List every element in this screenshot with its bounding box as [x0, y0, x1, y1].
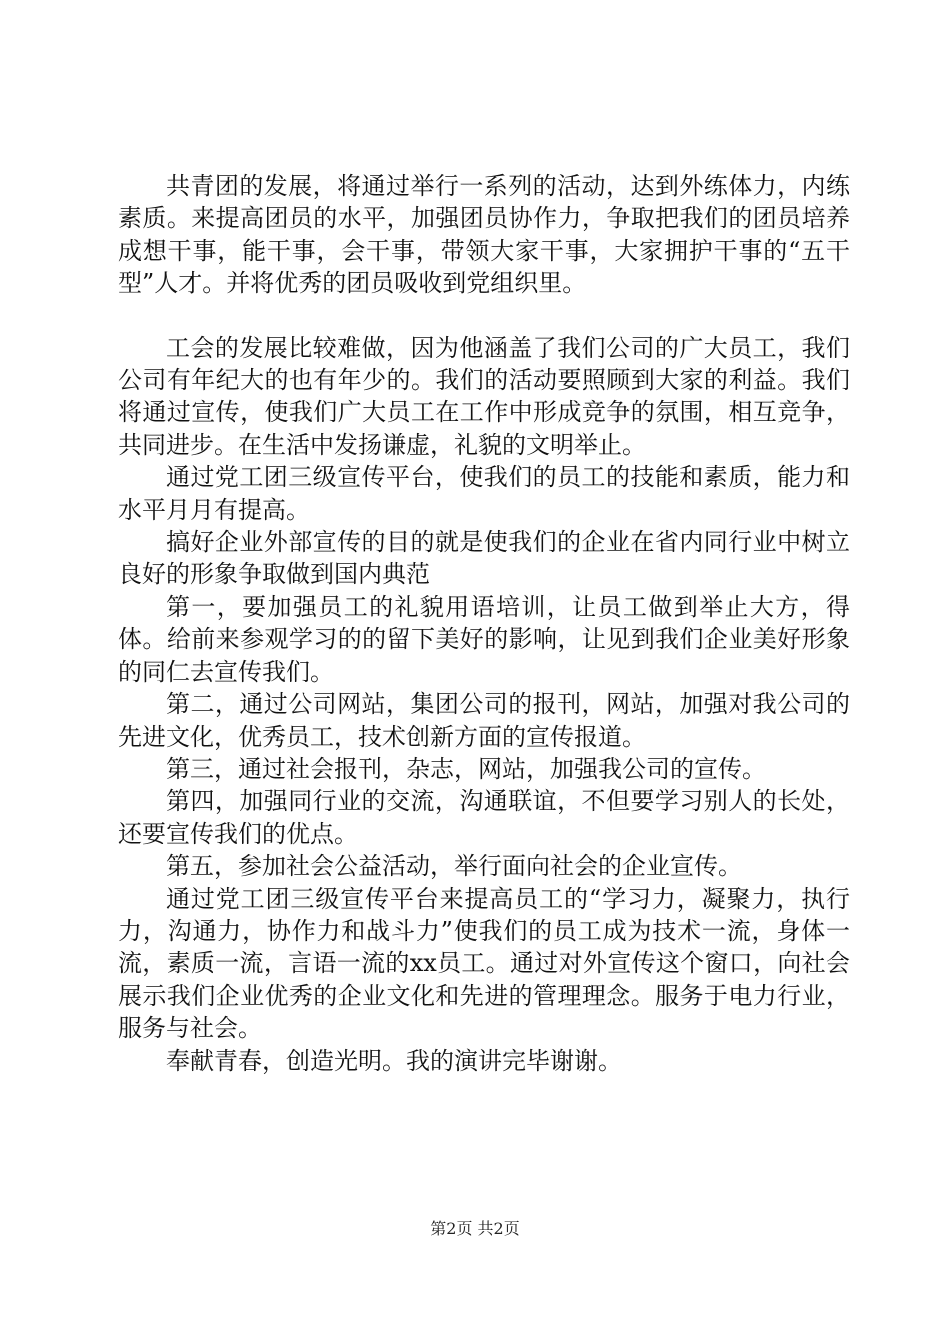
paragraph-summary: 通过党工团三级宣传平台来提高员工的“学习力，凝聚力，执行力，沟通力，协作力和战斗力”使我们的员工成为技术一流，身体一流，素质一流，言语一流的xx员工。通过对外宣传这个窗口，向社会展示我们企业优秀的企业文化和先进的管理理念。服务于电力行业，服务与社会。	[118, 884, 850, 1043]
paragraph-point-five: 第五，参加社会公益活动，举行面向社会的企业宣传。	[166, 852, 742, 881]
paragraph-closing: 奉献青春，创造光明。我的演讲完毕谢谢。	[166, 1046, 622, 1075]
paragraph-publicity-platform: 通过党工团三级宣传平台，使我们的员工的技能和素质，能力和水平月月有提高。	[118, 463, 850, 524]
paragraph-point-one: 第一，要加强员工的礼貌用语培训，让员工做到举止大方，得体。给前来参观学习的的留下美好的影响，让见到我们企业美好形象的同仁去宣传我们。	[118, 592, 850, 686]
paragraph-external-publicity: 搞好企业外部宣传的目的就是使我们的企业在省内同行业中树立良好的形象争取做到国内典范	[118, 528, 850, 589]
paragraph-point-four: 第四，加强同行业的交流，沟通联谊，不但要学习别人的长处，还要宣传我们的优点。	[118, 787, 850, 848]
paragraph-point-three: 第三，通过社会报刊，杂志，网站，加强我公司的宣传。	[166, 754, 766, 783]
paragraph-youth-league: 共青团的发展，将通过举行一系列的活动，达到外练体力，内练素质。来提高团员的水平，加强团员协作力，争取把我们的团员培养成想干事，能干事，会干事，带领大家干事，大家拥护干事的“五干型”人才。并将优秀的团员吸收到党组织里。	[118, 172, 850, 298]
paragraph-point-two: 第二，通过公司网站，集团公司的报刊，网站，加强对我公司的先进文化，优秀员工，技术创新方面的宣传报道。	[118, 690, 850, 751]
paragraph-trade-union: 工会的发展比较难做，因为他涵盖了我们公司的广大员工，我们公司有年纪大的也有年少的。我们的活动要照顾到大家的利益。我们将通过宣传，使我们广大员工在工作中形成竞争的氛围，相互竞争，共同进步。在生活中发扬谦虚，礼貌的文明举止。	[118, 333, 850, 459]
page-footer: 第2页 共2页	[430, 1219, 520, 1238]
document-body	[118, 170, 850, 1077]
